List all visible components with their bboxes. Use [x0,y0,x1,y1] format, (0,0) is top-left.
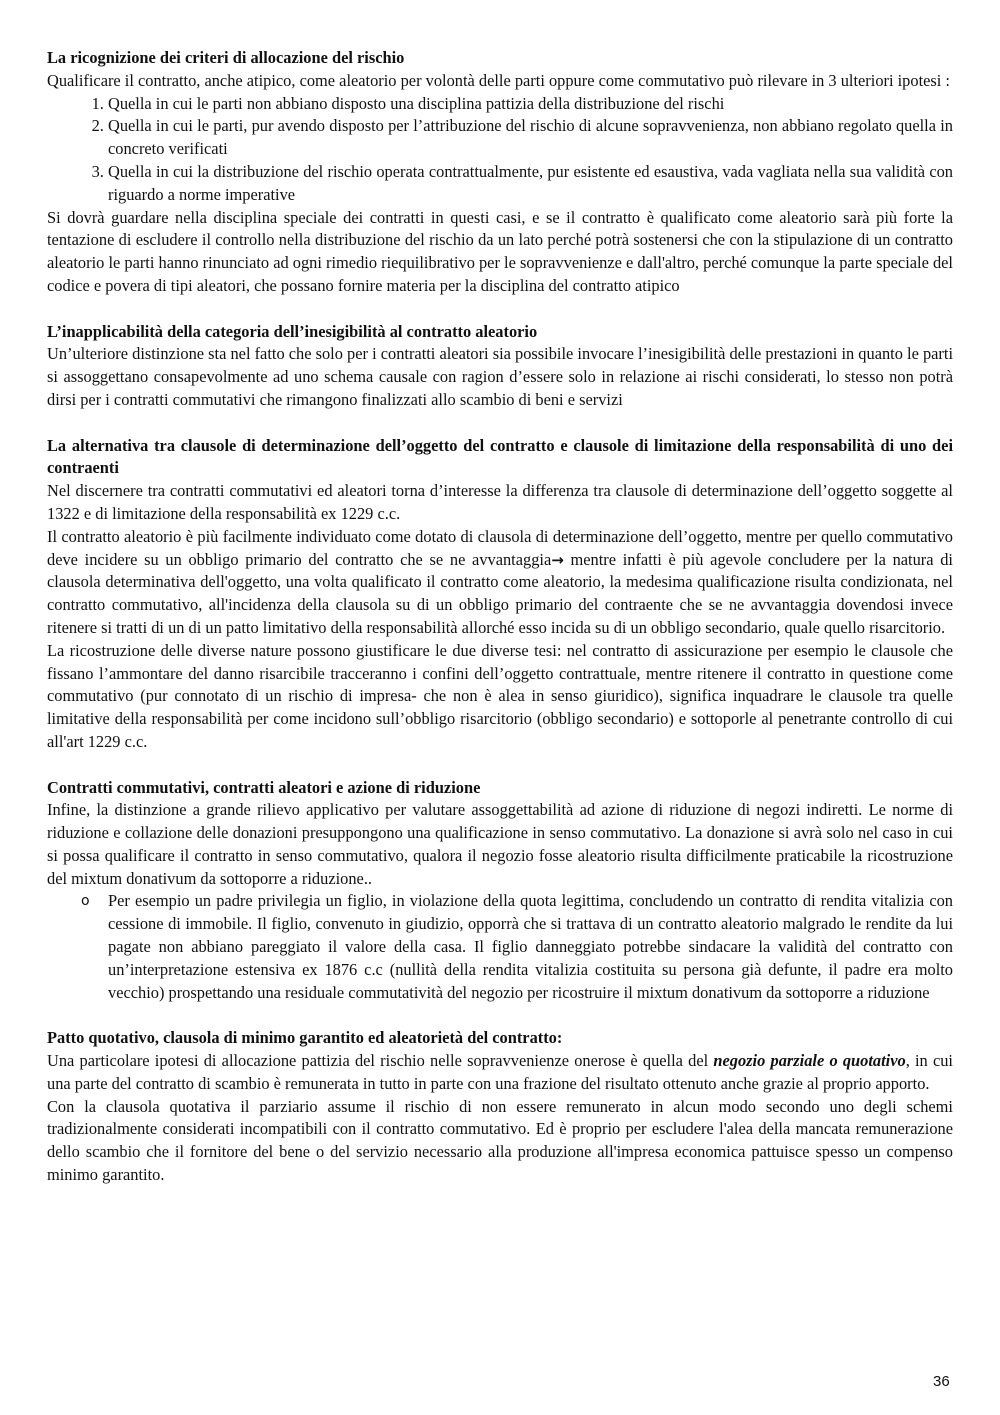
paragraph: Con la clausola quotativa il parziario assume il rischio di non essere remunerato in alcun modo secondo uno degli schemi tradizionalmente considerati incompatibili con il contratto commutativo. Ed è proprio per escludere l'alea della mancata remunerazione dello scambio che il fornitore del bene o del servizio necessario alla produzione all'impresa economica pattuisce spesso un compenso minimo garantito. [47,1096,953,1185]
section-heading-patto-quotativo: Patto quotativo, clausola di minimo garantito ed aleatorietà del contratto: [47,1028,563,1048]
section-heading-clausole: La alternativa tra clausole di determinazione dell’oggetto del contratto e clausole di limitazione della responsabilità di uno dei contraenti [47,435,953,478]
list-item-text: Per esempio un padre privilegia un figlio, in violazione della quota legittima, concludendo un contratto di rendita vitalizia con cessione di immobile. Il figlio, convenuto in giudizio, opporrà che si trattava di un contratto aleatorio malgrado le rendite da lui pagate non abbiano pareggiato il valore della casa. Il figlio danneggiato potrebbe sindacare la validità del contratto con un’interpretazione estensiva ex 1876 c.c (nullità della rendita vitalizia costituita su persona già defunte, il padre era molto vecchio) prospettando una residuale commutatività del negozio per ricostruire il mixtum donativum da sottoporre a riduzione [108,891,953,1002]
paragraph: Un’ulteriore distinzione sta nel fatto che solo per i contratti aleatori sia possibile invocare l’inesigibilità delle prestazioni in quanto le parti si assoggettano consapevolmente ad uno schema causale con ragion d’essere solo in relazione ai rischi considerati, lo stesso non potrà dirsi per i contratti commutativi che rimangono finalizzati allo scambio di beni e servizi [47,344,953,409]
list-item: 3. Quella in cui la distribuzione del rischio operata contrattualmente, pur esistente ed esaustiva, vada vagliata nella sua validità con riguardo a norme imperative [108,161,953,207]
section-heading-allocazione: La ricognizione dei criteri di allocazione del rischio [47,48,405,67]
paragraph-text: Una particolare ipotesi di allocazione pattizia del rischio nelle sopravvenienze onerose è quella del [47,1051,714,1071]
circle-bullet-icon: o [81,893,90,910]
numbered-list [47,93,953,207]
document-page [47,47,953,1187]
paragraph-text: Il contratto aleatorio è più facilmente individuato come dotato di clausola di determinazione dell’oggetto, mentre per quello commutativo deve incidere su un obbligo primario del contratto che se ne avvantaggia [47,526,953,569]
paragraph: Infine, la distinzione a grande rilievo applicativo per valutare assoggettabilità ad azione di riduzione di negozi indiretti. Le norme di riduzione e collazione delle donazioni presuppongono una qualificazione in senso commutativo. La donazione si avrà solo nel caso in cui si possa qualificare il contratto in senso commutativo, qualora il negozio fosse aleatorio risulta difficilmente praticabile la ricostruzione del mixtum donativum da sottoporre a riduzione.. [47,800,953,888]
list-item: 1. Quella in cui le parti non abbiano disposto una disciplina pattizia della distribuzione del rischi [108,93,953,116]
paragraph-text: , in cui una parte del contratto di scambio è remunerata in tutto in parte con una frazione del risultato ottenuto anche grazie al proprio apporto. [47,1051,953,1093]
paragraph-text: mentre infatti è più agevole concludere per la natura di clausola determinativa dell'oggetto, una volta qualificato il contratto come aleatorio, la medesima qualificazione risulta condizionata, nel contratto commutativo, all'incidenza della clausola su di un obbligo primario del contraente che se ne avvantaggia dovendosi invece ritenere si tratti di un di un patto limitativo della responsabilità allorché esso incida su di un obbligo secondario, quale quello risarcitorio. [47,549,953,637]
section-heading-riduzione: Contratti commutativi, contratti aleatori e azione di riduzione [47,777,481,797]
paragraph [47,526,953,640]
list-item [81,890,953,1004]
paragraph: Nel discernere tra contratti commutativi ed aleatori torna d’interesse la differenza tra clausole di determinazione dell’oggetto soggette al 1322 e di limitazione della responsabilità ex 1229 c.c. [47,481,953,523]
paragraph: Qualificare il contratto, anche atipico, come aleatorio per volontà delle parti oppure come commutativo può rilevare in 3 ulteriori ipotesi : [47,70,950,90]
paragraph: Si dovrà guardare nella disciplina speciale dei contratti in questi casi, e se il contratto è qualificato come aleatorio sarà più forte la tentazione di escludere il controllo nella distribuzione del rischio da un lato perché potrà sostenersi che con la stipulazione di un contratto aleatorio le parti hanno rinunciato ad ogni rimedio riequilibrativo per le sopravvenienze e dall'altro, perché comunque la parte speciale del codice e povera di tipi aleatori, che possano fornire materia per la disciplina del contratto atipico [47,207,953,295]
bullet-list [47,890,953,1004]
emphasis-text: negozio parziale o quotativo [713,1051,906,1071]
arrow-right-icon: → [551,550,564,569]
paragraph: La ricostruzione delle diverse nature possono giustificare le due diverse tesi: nel contratto di assicurazione per esempio le clausole che fissano l’ammontare del danno risarcibile tracceranno i confini dell’oggetto contrattuale, mentre ritenere il contratto in questione come commutativo (pur connotato di un rischio di impresa- che non è alea in senso giuridico), significa inquadrare le clausole tra quelle limitative della responsabilità per come incidono sull’obbligo risarcitorio (obbligo secondario) e sottoporle al penetrante controllo di cui all'art 1229 c.c. [47,640,953,751]
list-item: 2. Quella in cui le parti, pur avendo disposto per l’attribuzione del rischio di alcune sopravvenienza, non abbiano regolato quella in concreto verificati [108,115,953,161]
page-number: 36 [933,1373,950,1390]
section-heading-inesigibilita: L’inapplicabilità della categoria dell’inesigibilità al contratto aleatorio [47,321,538,341]
paragraph [47,1050,953,1096]
